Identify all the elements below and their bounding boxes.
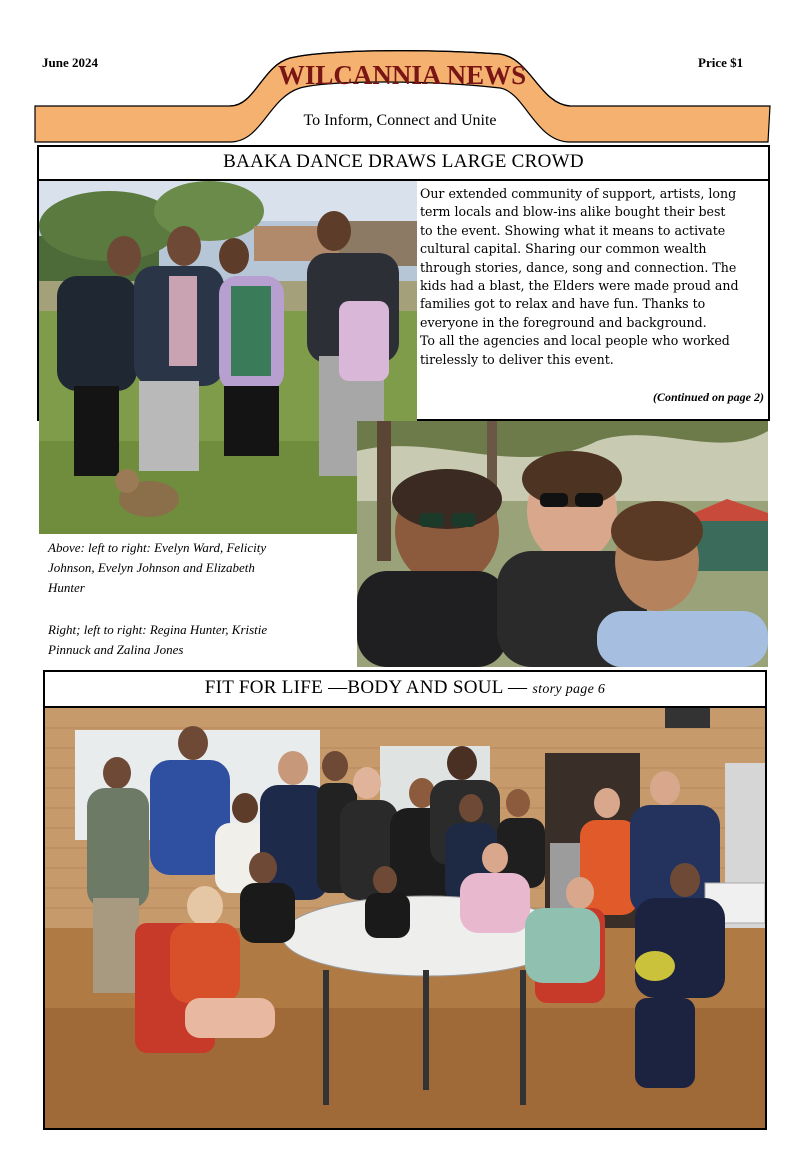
caption-line: Pinnuck and Zalina Jones <box>48 642 184 657</box>
masthead-title: WILCANNIA NEWS <box>277 60 527 90</box>
caption-line: Hunter <box>48 580 85 595</box>
story1-headline: BAAKA DANCE DRAWS LARGE CROWD <box>37 145 770 181</box>
photo-selfie-three <box>357 421 768 667</box>
story1-body-line: Our extended community of support, artists, long <box>420 186 737 201</box>
story1-body-line: cultural capital. Sharing our common wealth <box>420 241 707 257</box>
story1-body-line: families got to relax and have fun. Thanks to <box>420 296 706 312</box>
caption-line: Above: left to right: Evelyn Ward, Felicity <box>48 540 267 555</box>
continued-note: (Continued on page 2) <box>652 390 764 404</box>
issue-price: Price $1 <box>698 55 744 70</box>
caption-above <box>48 538 348 598</box>
issue-date: June 2024 <box>42 55 98 70</box>
caption-line: Right; left to right: Regina Hunter, Kristie <box>48 622 268 637</box>
caption-line: Johnson, Evelyn Johnson and Elizabeth <box>48 560 255 575</box>
story2-headline-bar <box>43 670 767 708</box>
story2-headline: FIT FOR LIFE —BODY AND SOUL — <box>204 677 528 698</box>
caption-right <box>48 620 348 660</box>
story1-body-line: kids had a blast, the Elders were made proud and <box>420 278 739 294</box>
story1-body-line: term locals and blow-ins alike bought their best <box>420 204 726 220</box>
masthead-tagline: To Inform, Connect and Unite <box>303 112 497 129</box>
story1-body-line: to the event. Showing what it means to activate <box>420 222 726 238</box>
story1-body-line: tirelessly to deliver this event. <box>420 351 614 367</box>
story1-body <box>420 185 768 369</box>
story1-body-line: through stories, dance, song and connection. The <box>420 259 737 275</box>
story1-body-line: everyone in the foreground and background. <box>420 314 707 330</box>
story1-body-line: To all the agencies and local people who worked <box>420 333 730 349</box>
story2-page-ref: story page 6 <box>532 682 606 697</box>
photo-group-hall <box>45 708 765 1128</box>
